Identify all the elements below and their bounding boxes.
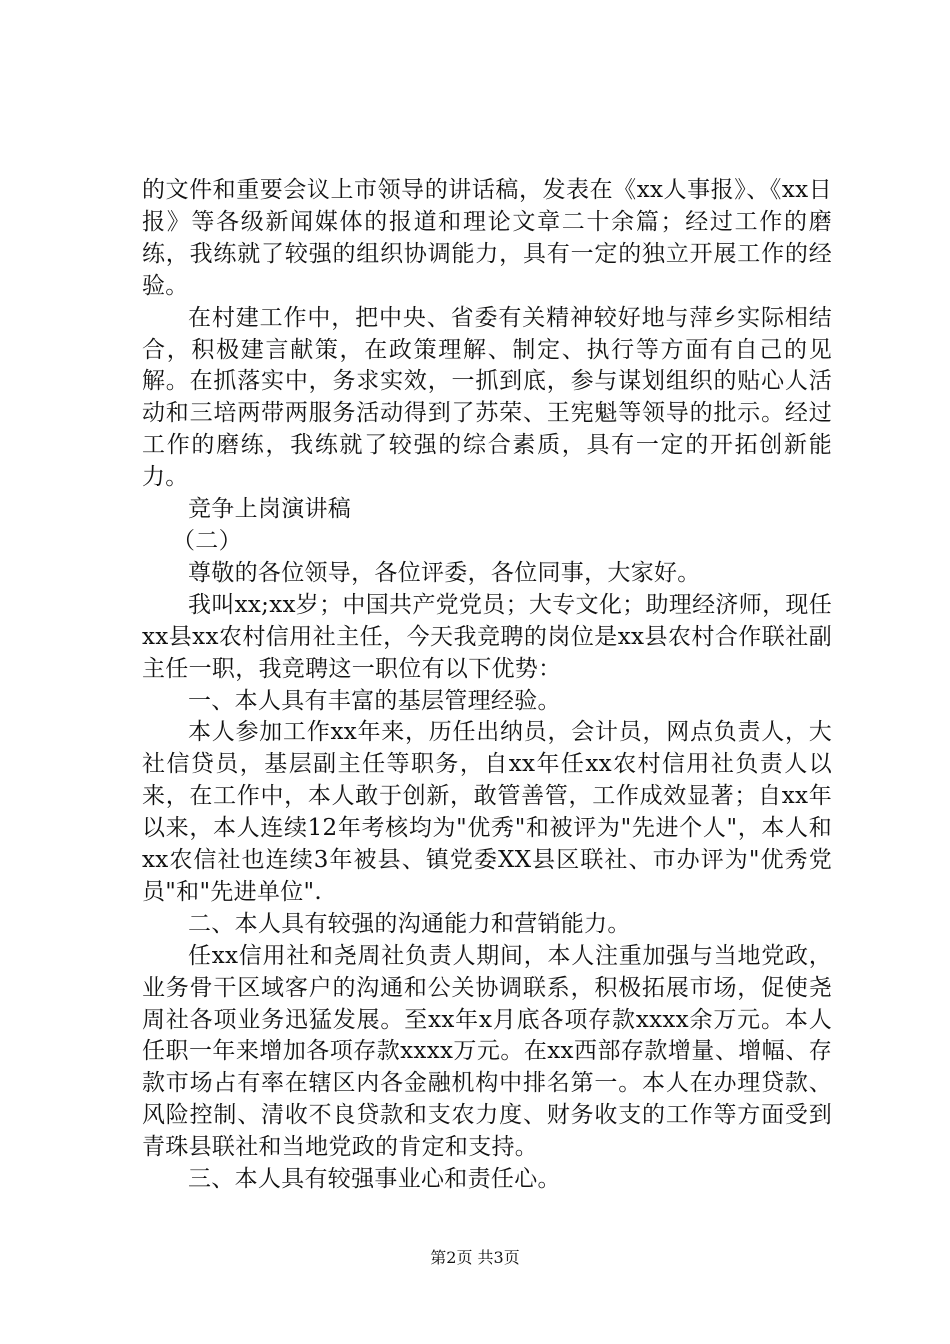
greeting: 尊敬的各位领导，各位评委，各位同事，大家好。 xyxy=(188,559,701,586)
speech-title: 竞争上岗演讲稿 xyxy=(188,496,352,523)
document-body xyxy=(142,175,832,1196)
paragraph-2: 在村建工作中，把中央、省委有关精神较好地与萍乡实际相结合，积极建言献策，在政策理解、制定、执行等方面有自己的见解。在抓落实中，务求实效，一抓到底，参与谋划组织的贴心人活动和三培两带两服务活动得到了苏荣、王宪魁等领导的批示。经过工作的磨练，我练就了较强的综合素质，具有一定的开拓创新能力。 xyxy=(142,304,832,491)
heading-three: 三、本人具有较强事业心和责任心。 xyxy=(188,1166,561,1193)
section-number: （二） xyxy=(172,527,242,554)
heading-one: 一、本人具有丰富的基层管理经验。 xyxy=(188,687,561,714)
page-footer: 第2页 共3页 xyxy=(430,1248,520,1267)
paragraph-1: 的文件和重要会议上市领导的讲话稿，发表在《xx人事报》、《xx日报》等各级新闻媒体的报道和理论文章二十余篇；经过工作的磨练，我练就了较强的组织协调能力，具有一定的独立开展工作的经验。 xyxy=(142,177,832,299)
paragraph-experience: 本人参加工作xx年来，历任出纳员，会计员，网点负责人，大社信贷员，基层副主任等职务，自xx年任xx农村信用社负责人以来，在工作中，本人敢于创新，敢管善管，工作成效显著；自xx年以来，本人连续12年考核均为"优秀"和被评为"先进个人"，本人和xx农信社也连续3年被县、镇党委XX县区联社、市办评为"优秀党员"和"先进单位". xyxy=(142,719,832,905)
paragraph-intro: 我叫xx;xx岁；中国共产党党员；大专文化；助理经济师，现任xx县xx农村信用社主任，今天我竞聘的岗位是xx县农村合作联社副主任一职，我竞聘这一职位有以下优势： xyxy=(142,591,832,682)
paragraph-communication: 任xx信用社和尧周社负责人期间，本人注重加强与当地党政，业务骨干区域客户的沟通和公关协调联系，积极拓展市场，促使尧周社各项业务迅猛发展。至xx年x月底各项存款xxxx余万元。本人任职一年来增加各项存款xxxx万元。在xx西部存款增量、增幅、存款市场占有率在辖区内各金融机构中排名第一。本人在办理贷款、风险控制、清收不良贷款和支农力度、财务收支的工作等方面受到青珠县联社和当地党政的肯定和支持。 xyxy=(142,942,832,1161)
heading-two: 二、本人具有较强的沟通能力和营销能力。 xyxy=(188,910,631,937)
